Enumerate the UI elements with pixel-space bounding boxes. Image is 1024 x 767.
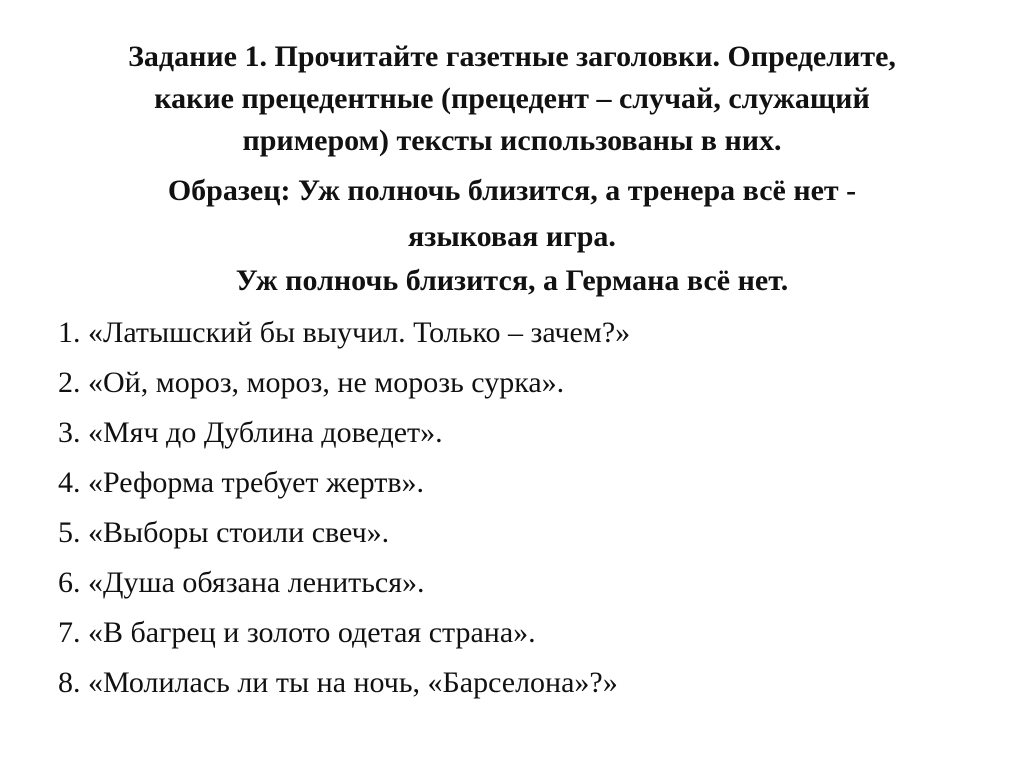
list-item: 1. «Латышский бы выучил. Только – зачем?» <box>58 316 631 349</box>
list-item: 2. «Ой, мороз, мороз, не морозь сурка». <box>58 366 565 399</box>
sample-block <box>40 168 984 260</box>
headline-list <box>58 308 978 708</box>
task-line-1: Задание 1. Прочитайте газетные заголовки. Определите, <box>128 40 896 73</box>
list-item: 4. «Реформа требует жертв». <box>58 466 425 499</box>
sample-answer: Уж полночь близится, а Германа всё нет. <box>235 264 789 297</box>
task-line-3: примером) тексты использованы в них. <box>242 124 782 157</box>
sample-line-1: Образец: Уж полночь близится, а тренера всё нет - <box>167 174 857 207</box>
list-item: 8. «Молилась ли ты на ночь, «Барселона»?» <box>58 666 618 699</box>
task-line-2: какие прецедентные (прецедент – случай, служащий <box>154 82 870 115</box>
task-heading <box>40 36 984 162</box>
list-item: 3. «Мяч до Дублина доведет». <box>58 416 443 449</box>
list-item: 7. «В багрец и золото одетая страна». <box>58 616 536 649</box>
list-item: 5. «Выборы стоили свеч». <box>58 516 390 549</box>
list-item: 6. «Душа обязана лениться». <box>58 566 425 599</box>
sample-line-2: языковая игра. <box>408 220 616 253</box>
